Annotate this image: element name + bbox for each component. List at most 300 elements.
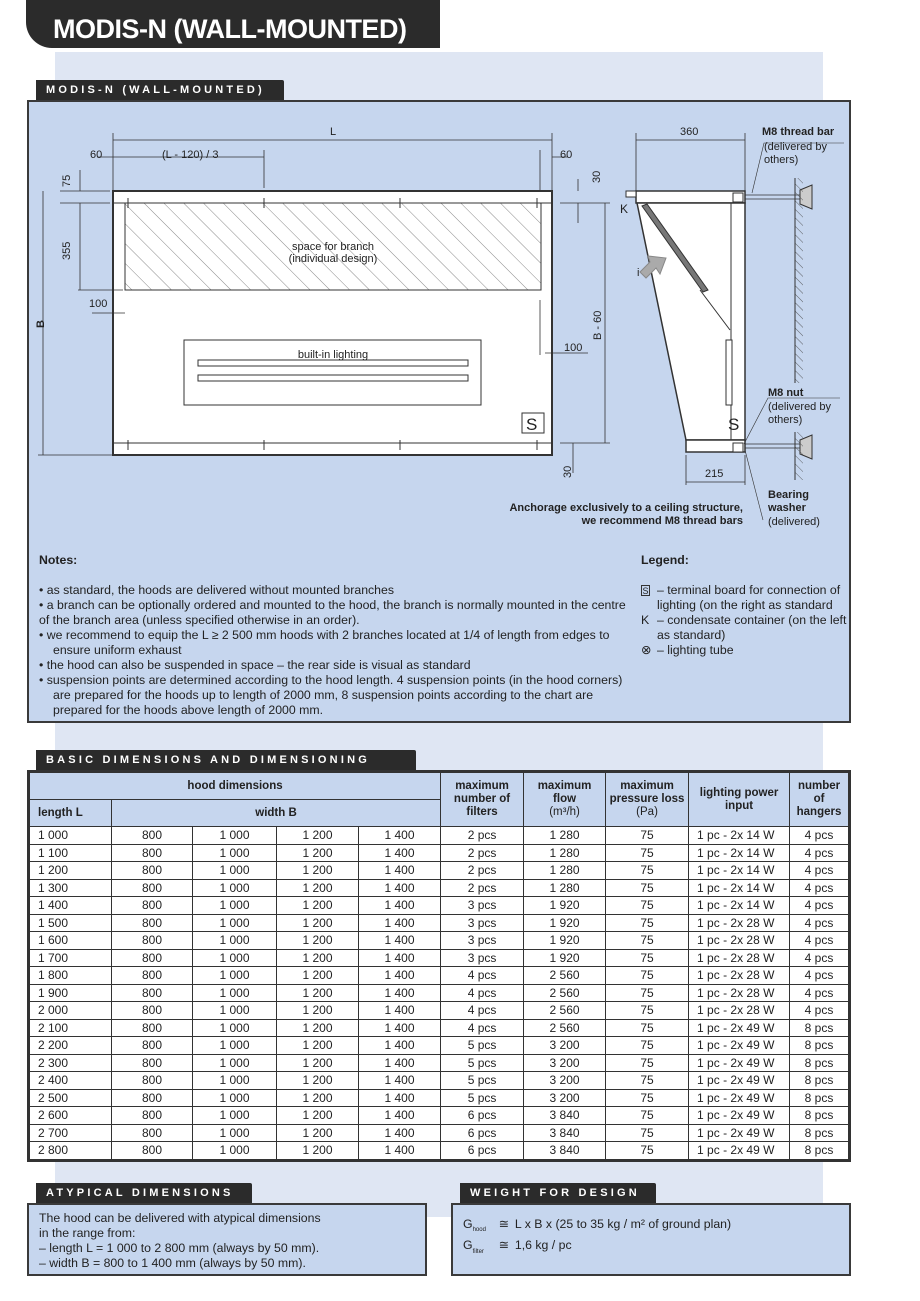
table-cell: 1 000 [193, 967, 277, 985]
header-flow-unit: (m³/h) [549, 806, 580, 818]
section-tab-atypical: ATYPICAL DIMENSIONS [36, 1183, 252, 1204]
table-cell: 2 800 [30, 1142, 112, 1160]
thread-bar-note: (delivered by [764, 141, 827, 153]
note-item [39, 583, 639, 598]
table-cell: 800 [112, 984, 193, 1002]
header-flow-label: maximum flow [537, 780, 592, 805]
table-cell: 2 100 [30, 1019, 112, 1037]
legend-text: – condensate container (on the left as standard) [657, 613, 847, 642]
thread-bar-note-2: others) [764, 154, 799, 166]
table-row [30, 1037, 849, 1055]
table-cell: 4 pcs [790, 879, 849, 897]
washer-label: Bearing [768, 489, 809, 501]
dimensions-table-wrap [27, 770, 851, 1162]
table-cell: 5 pcs [441, 1037, 524, 1055]
section-tab-diagram: MODIS-N (WALL-MOUNTED) [36, 80, 284, 101]
table-cell: 1 920 [524, 914, 606, 932]
table-cell: 1 920 [524, 932, 606, 950]
table-cell: 75 [606, 1002, 689, 1020]
table-cell: 1 pc - 2x 49 W [689, 1089, 790, 1107]
table-cell: 800 [112, 1002, 193, 1020]
table-cell: 1 400 [359, 932, 441, 950]
table-cell: 3 200 [524, 1037, 606, 1055]
table-cell: 75 [606, 967, 689, 985]
table-cell: 1 pc - 2x 28 W [689, 932, 790, 950]
table-cell: 1 000 [193, 914, 277, 932]
table-cell: 1 pc - 2x 49 W [689, 1054, 790, 1072]
table-cell: 3 pcs [441, 914, 524, 932]
table-row [30, 967, 849, 985]
table-cell: 8 pcs [790, 1072, 849, 1090]
table-cell: 1 400 [359, 1089, 441, 1107]
table-cell: 1 400 [30, 897, 112, 915]
table-row [30, 827, 849, 845]
dim-30-bottom: 30 [562, 465, 574, 478]
dim-355: 355 [61, 241, 73, 260]
table-cell: 800 [112, 949, 193, 967]
table-cell: 1 200 [277, 932, 359, 950]
table-cell: 1 200 [277, 897, 359, 915]
table-row [30, 984, 849, 1002]
table-cell: 1 200 [30, 862, 112, 880]
table-cell: 3 pcs [441, 949, 524, 967]
table-cell: 1 pc - 2x 14 W [689, 879, 790, 897]
table-cell: 75 [606, 1124, 689, 1142]
table-cell: 2 300 [30, 1054, 112, 1072]
atypical-line: The hood can be delivered with atypical dimensions [39, 1211, 321, 1225]
table-cell: 8 pcs [790, 1019, 849, 1037]
header-pressure [606, 773, 689, 827]
dim-360: 360 [680, 126, 699, 138]
table-cell: 800 [112, 1037, 193, 1055]
table-cell: 2 600 [30, 1107, 112, 1125]
note-text: as standard, the hoods are delivered without mounted branches [46, 583, 395, 597]
table-cell: 1 200 [277, 967, 359, 985]
table-cell: 1 pc - 2x 49 W [689, 1124, 790, 1142]
table-cell: 2 700 [30, 1124, 112, 1142]
nut-note: (delivered by [768, 401, 831, 413]
terminal-S: S [526, 415, 538, 434]
table-row [30, 897, 849, 915]
dim-75: 75 [61, 174, 73, 187]
note-text: suspension points are determined according to the hood length. 4 suspension points (in the hood corners) are prepared for the hoods up to length of 2000 mm, 8 suspension points according to the chart are prepared for the hoods above length of 2000 mm. [46, 673, 623, 717]
inflow-i1: i [637, 267, 640, 279]
dim-b-60: B - 60 [592, 310, 604, 340]
table-cell: 2 560 [524, 984, 606, 1002]
table-cell: 1 600 [30, 932, 112, 950]
table-cell: 3 200 [524, 1054, 606, 1072]
table-cell: 1 pc - 2x 49 W [689, 1107, 790, 1125]
table-cell: 75 [606, 1037, 689, 1055]
table-cell: 1 pc - 2x 28 W [689, 984, 790, 1002]
table-cell: 1 900 [30, 984, 112, 1002]
table-cell: 4 pcs [790, 949, 849, 967]
table-cell: 1 000 [193, 844, 277, 862]
condensate-K: K [620, 202, 629, 216]
weight-value: 1,6 kg / pc [514, 1238, 572, 1253]
table-cell: 3 840 [524, 1142, 606, 1160]
table-cell: 4 pcs [441, 984, 524, 1002]
bullet-icon: • [39, 628, 47, 642]
header-pressure-label: maximum pressure loss [609, 780, 685, 805]
legend-heading: Legend: [641, 553, 689, 567]
table-cell: 1 200 [277, 827, 359, 845]
atypical-line: – width B = 800 to 1 400 mm (always by 50 mm). [39, 1256, 306, 1270]
table-cell: 8 pcs [790, 1124, 849, 1142]
table-cell: 1 400 [359, 949, 441, 967]
table-cell: 3 200 [524, 1089, 606, 1107]
table-cell: 1 400 [359, 862, 441, 880]
table-cell: 1 200 [277, 914, 359, 932]
table-cell: 75 [606, 1142, 689, 1160]
table-cell: 75 [606, 844, 689, 862]
legend-symbol: K [641, 613, 650, 627]
header-filters: maximum number of filters [441, 773, 524, 827]
table-cell: 3 840 [524, 1107, 606, 1125]
table-cell: 1 280 [524, 862, 606, 880]
table-cell: 8 pcs [790, 1089, 849, 1107]
table-cell: 2 pcs [441, 879, 524, 897]
nut-note-2: others) [768, 414, 803, 426]
table-cell: 800 [112, 967, 193, 985]
notes-heading: Notes: [39, 553, 78, 567]
bullet-icon: • [39, 598, 47, 612]
table-cell: 75 [606, 862, 689, 880]
table-cell: 1 400 [359, 1142, 441, 1160]
table-cell: 1 200 [277, 1107, 359, 1125]
thread-bar-label: M8 thread bar [762, 126, 835, 138]
table-cell: 2 560 [524, 967, 606, 985]
table-cell: 2 pcs [441, 827, 524, 845]
table-cell: 75 [606, 897, 689, 915]
atypical-line: in the range from: [39, 1226, 136, 1240]
legend-list [641, 583, 851, 658]
table-cell: 4 pcs [790, 914, 849, 932]
note-text: we recommend to equip the L ≥ 2 500 mm hoods with 2 branches located at 1/4 of length from edges to ensure uniform exhaust [46, 628, 610, 657]
atypical-line: – length L = 1 000 to 2 800 mm (always by 50 mm). [39, 1241, 320, 1255]
table-cell: 1 200 [277, 949, 359, 967]
anchorage-note: Anchorage exclusively to a ceiling structure, [509, 502, 743, 514]
table-cell: 75 [606, 1089, 689, 1107]
table-cell: 1 000 [193, 827, 277, 845]
table-cell: 1 280 [524, 879, 606, 897]
table-cell: 1 000 [193, 1002, 277, 1020]
table-cell: 1 pc - 2x 49 W [689, 1142, 790, 1160]
table-cell: 1 pc - 2x 49 W [689, 1072, 790, 1090]
table-cell: 2 pcs [441, 862, 524, 880]
table-cell: 3 pcs [441, 932, 524, 950]
diagram-panel [27, 100, 851, 723]
table-cell: 1 400 [359, 1054, 441, 1072]
header-hangers: number of hangers [790, 773, 849, 827]
table-cell: 1 400 [359, 1019, 441, 1037]
table-cell: 4 pcs [441, 1019, 524, 1037]
table-cell: 3 pcs [441, 897, 524, 915]
table-cell: 2 560 [524, 1019, 606, 1037]
table-cell: 4 pcs [790, 827, 849, 845]
table-cell: 75 [606, 932, 689, 950]
table-cell: 1 pc - 2x 28 W [689, 967, 790, 985]
weight-filter [463, 1238, 839, 1259]
front-view [38, 133, 610, 473]
weight-subscript: filter [472, 1248, 484, 1255]
table-cell: 75 [606, 1107, 689, 1125]
weight-symbol: G [463, 1238, 473, 1253]
table-cell: 1 400 [359, 984, 441, 1002]
table-cell: 1 400 [359, 1037, 441, 1055]
table-row [30, 1019, 849, 1037]
table-cell: 1 000 [30, 827, 112, 845]
table-cell: 800 [112, 1072, 193, 1090]
table-cell: 1 pc - 2x 14 W [689, 897, 790, 915]
table-cell: 800 [112, 914, 193, 932]
table-row [30, 879, 849, 897]
legend-text: – terminal board for connection of lighting (on the right as standard [657, 583, 841, 612]
table-cell: 5 pcs [441, 1089, 524, 1107]
table-cell: 2 pcs [441, 844, 524, 862]
table-cell: 1 000 [193, 932, 277, 950]
side-view [626, 133, 844, 520]
table-cell: 1 400 [359, 1072, 441, 1090]
table-cell: 800 [112, 1124, 193, 1142]
table-cell: 800 [112, 862, 193, 880]
table-cell: 1 000 [193, 949, 277, 967]
table-body [30, 827, 849, 1160]
table-cell: 1 500 [30, 914, 112, 932]
legend [641, 553, 851, 658]
lighting-label: built-in lighting [297, 349, 369, 361]
dim-60-left: 60 [90, 149, 103, 161]
table-cell: 4 pcs [790, 897, 849, 915]
note-item [39, 628, 639, 658]
note-text: a branch can be optionally ordered and mounted to the hood, the branch is normally mounted in the centre of the branch area (unless specified otherwise in an order). [39, 598, 626, 627]
table-cell: 1 400 [359, 914, 441, 932]
table-row [30, 932, 849, 950]
table-cell: 75 [606, 827, 689, 845]
table-row [30, 862, 849, 880]
notes-list [39, 583, 639, 718]
table-cell: 800 [112, 932, 193, 950]
table-cell: 1 000 [193, 1124, 277, 1142]
table-cell: 75 [606, 1019, 689, 1037]
table-cell: 75 [606, 1054, 689, 1072]
table-cell: 2 560 [524, 1002, 606, 1020]
header-lighting: lighting power input [689, 773, 790, 827]
table-cell: 1 000 [193, 897, 277, 915]
table-cell: 1 400 [359, 897, 441, 915]
table-cell: 1 200 [277, 1037, 359, 1055]
branch-space-note: (individual design) [288, 253, 378, 265]
table-row [30, 1107, 849, 1125]
note-text: the hood can also be suspended in space – the rear side is visual as standard [46, 658, 471, 672]
table-cell: 4 pcs [790, 1002, 849, 1020]
section-tab-table: BASIC DIMENSIONS AND DIMENSIONING [36, 750, 416, 771]
table-cell: 4 pcs [441, 1002, 524, 1020]
approx-symbol: ≅ [498, 1238, 509, 1253]
table-cell: 1 800 [30, 967, 112, 985]
bullet-icon: • [39, 583, 47, 597]
table-cell: 1 000 [193, 1019, 277, 1037]
table-cell: 1 pc - 2x 14 W [689, 844, 790, 862]
table-cell: 1 000 [193, 1037, 277, 1055]
table-cell: 1 400 [359, 967, 441, 985]
header-length: length L [30, 800, 112, 827]
table-cell: 1 920 [524, 949, 606, 967]
dim-215: 215 [705, 468, 724, 480]
header-hood-dimensions: hood dimensions [30, 773, 441, 800]
table-cell: 1 280 [524, 844, 606, 862]
table-cell: 1 pc - 2x 49 W [689, 1037, 790, 1055]
table-cell: 75 [606, 949, 689, 967]
table-cell: 1 200 [277, 1142, 359, 1160]
weight-hood [463, 1217, 839, 1238]
table-cell: 1 200 [277, 844, 359, 862]
table-cell: 1 280 [524, 827, 606, 845]
legend-item [641, 583, 851, 613]
dim-100-left: 100 [89, 298, 108, 310]
note-item [39, 598, 639, 628]
header-width: width B [112, 800, 441, 827]
weight-subscript: hood [472, 1227, 486, 1234]
table-cell: 8 pcs [790, 1054, 849, 1072]
table-cell: 6 pcs [441, 1124, 524, 1142]
table-cell: 1 400 [359, 844, 441, 862]
table-cell: 4 pcs [790, 984, 849, 1002]
table-cell: 1 200 [277, 1054, 359, 1072]
nut-label: M8 nut [768, 387, 804, 399]
table-cell: 1 200 [277, 1089, 359, 1107]
header-flow [524, 773, 606, 827]
weight-value: L x B x (25 to 35 kg / m² of ground plan) [514, 1217, 732, 1231]
note-item [39, 658, 639, 673]
table-cell: 1 000 [193, 862, 277, 880]
dim-100-right: 100 [564, 342, 583, 354]
table-row [30, 1002, 849, 1020]
table-cell: 8 pcs [790, 1142, 849, 1160]
table-cell: 1 400 [359, 1002, 441, 1020]
table-cell: 3 200 [524, 1072, 606, 1090]
legend-symbol: S [642, 586, 649, 596]
table-cell: 1 300 [30, 879, 112, 897]
weight-symbol: G [463, 1217, 473, 1231]
table-cell: 1 000 [193, 1089, 277, 1107]
table-cell: 4 pcs [790, 844, 849, 862]
dim-L: L [330, 126, 337, 138]
table-cell: 1 400 [359, 879, 441, 897]
table-cell: 5 pcs [441, 1054, 524, 1072]
bullet-icon: • [39, 673, 47, 687]
table-cell: 8 pcs [790, 1107, 849, 1125]
dim-30-top: 30 [591, 170, 603, 183]
table-cell: 6 pcs [441, 1107, 524, 1125]
legend-text: – lighting tube [657, 643, 734, 657]
table-cell: 6 pcs [441, 1142, 524, 1160]
notes [39, 553, 639, 718]
table-cell: 75 [606, 879, 689, 897]
dim-B: B [35, 320, 47, 328]
table-cell: 3 840 [524, 1124, 606, 1142]
dim-60-right: 60 [560, 149, 573, 161]
table-cell: 800 [112, 1019, 193, 1037]
table-cell: 1 400 [359, 1107, 441, 1125]
table-cell: 800 [112, 844, 193, 862]
table-cell: 5 pcs [441, 1072, 524, 1090]
weight-panel [451, 1203, 851, 1276]
table-cell: 1 pc - 2x 49 W [689, 1019, 790, 1037]
table-row [30, 914, 849, 932]
table-row [30, 1142, 849, 1160]
anchorage-note-2: we recommend M8 thread bars [581, 515, 743, 527]
table-cell: 4 pcs [790, 967, 849, 985]
table-cell: 1 000 [193, 1107, 277, 1125]
table-cell: 1 200 [277, 1072, 359, 1090]
table-cell: 800 [112, 879, 193, 897]
header-pressure-unit: (Pa) [636, 806, 658, 818]
table-cell: 1 200 [277, 862, 359, 880]
table-cell: 8 pcs [790, 1037, 849, 1055]
table-cell: 4 pcs [790, 862, 849, 880]
table-cell: 1 pc - 2x 14 W [689, 862, 790, 880]
table-cell: 800 [112, 1054, 193, 1072]
table-cell: 1 000 [193, 984, 277, 1002]
table-cell: 4 pcs [441, 967, 524, 985]
approx-symbol: ≅ [498, 1217, 509, 1231]
table-cell: 2 000 [30, 1002, 112, 1020]
legend-item [641, 613, 851, 643]
table-cell: 1 000 [193, 1142, 277, 1160]
table-cell: 75 [606, 984, 689, 1002]
table-cell: 1 pc - 2x 28 W [689, 949, 790, 967]
table-cell: 1 920 [524, 897, 606, 915]
table-cell: 2 200 [30, 1037, 112, 1055]
section-tab-weight: WEIGHT FOR DESIGN [460, 1183, 656, 1204]
table-cell: 75 [606, 914, 689, 932]
page-title: MODIS-N (WALL-MOUNTED) [26, 0, 440, 48]
table-cell: 1 200 [277, 1002, 359, 1020]
dim-l-120: (L - 120) / 3 [162, 149, 219, 161]
table-cell: 800 [112, 1142, 193, 1160]
table-cell: 800 [112, 1107, 193, 1125]
dimensions-table [29, 772, 849, 1160]
table-row [30, 1072, 849, 1090]
table-cell: 1 000 [193, 1072, 277, 1090]
table-cell: 1 700 [30, 949, 112, 967]
table-cell: 1 400 [359, 827, 441, 845]
washer-note: (delivered) [768, 516, 820, 528]
terminal-S-side: S [728, 415, 740, 434]
table-cell: 800 [112, 827, 193, 845]
table-cell: 800 [112, 1089, 193, 1107]
bullet-icon: • [39, 658, 47, 672]
table-cell: 75 [606, 1072, 689, 1090]
branch-space-label: space for branch [292, 241, 374, 253]
table-cell: 2 500 [30, 1089, 112, 1107]
table-cell: 1 000 [193, 879, 277, 897]
table-cell: 1 200 [277, 1019, 359, 1037]
table-cell: 1 100 [30, 844, 112, 862]
legend-item [641, 643, 851, 658]
table-cell: 1 000 [193, 1054, 277, 1072]
legend-symbol: ⊗ [641, 643, 652, 657]
note-item [39, 673, 639, 718]
table-cell: 1 pc - 2x 28 W [689, 1002, 790, 1020]
table-row [30, 844, 849, 862]
table-row [30, 1054, 849, 1072]
table-cell: 1 200 [277, 879, 359, 897]
table-cell: 1 200 [277, 1124, 359, 1142]
table-cell: 1 pc - 2x 14 W [689, 827, 790, 845]
table-cell: 800 [112, 897, 193, 915]
